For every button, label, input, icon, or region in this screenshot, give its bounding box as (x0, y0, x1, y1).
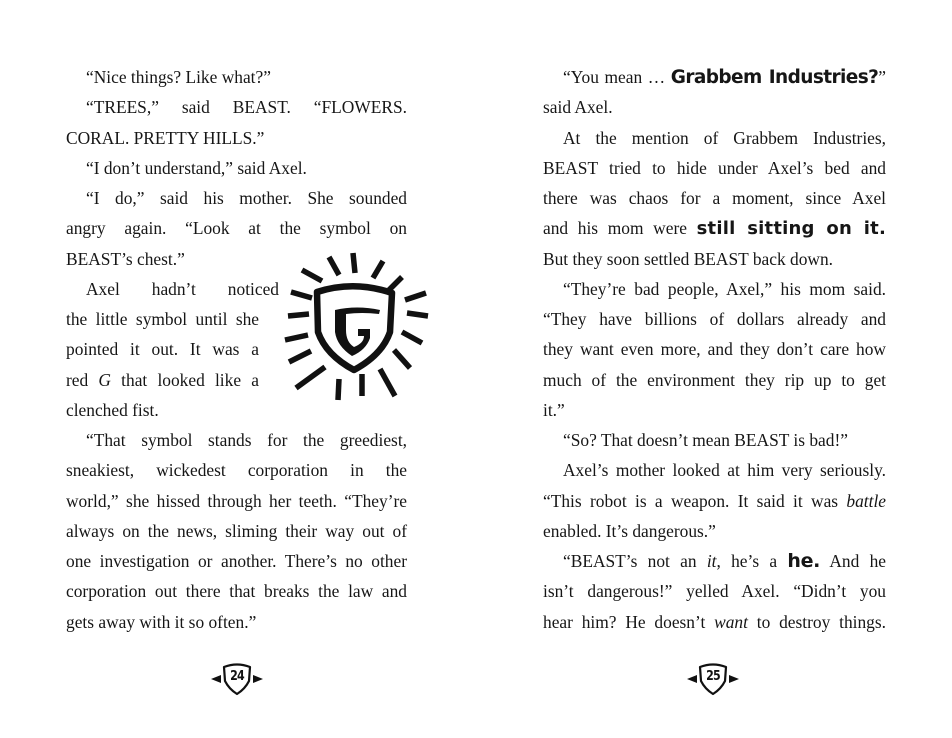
text-line (543, 213, 886, 243)
text-line: “I don’t understand,” said Axel. (86, 157, 307, 178)
text-line: pointed it out. It was a (66, 339, 259, 360)
emphasis-text: G (98, 369, 111, 390)
text-span: hear him? He doesn’t (543, 611, 715, 632)
grabbem-logo-icon (282, 250, 432, 402)
text-line: isn’t dangerous!” yelled Axel. “Didn’t you (543, 581, 886, 602)
text-span: , he’s a (716, 551, 788, 571)
text-line: enabled. It’s dangerous.” (543, 520, 716, 541)
text-line: BEAST’s chest.” (66, 248, 185, 269)
text-line: world,” she hissed through her teeth. “They’re (66, 490, 407, 511)
text-line: At the mention of Grabbem Industries, (563, 127, 886, 148)
text-line: one investigation or another. There’s no other (66, 551, 407, 571)
text-line: CORAL. PRETTY HILLS.” (66, 127, 265, 148)
text-line: always on the news, sliming their way out of (66, 520, 407, 541)
text-line (66, 365, 259, 395)
text-span: and his mom were (543, 218, 697, 239)
text-line: “That symbol stands for the greediest, (86, 430, 407, 450)
text-line: they want even more, and they don’t care how (543, 339, 886, 360)
text-line: Axel hadn’t noticed (86, 278, 279, 299)
left-triangle-icon (687, 675, 697, 683)
text-line: much of the environment they rip up to get (543, 369, 886, 390)
page-number: 25 (706, 669, 720, 684)
right-triangle-icon (729, 675, 739, 683)
text-line: there was chaos for a moment, since Axel (543, 188, 886, 208)
text-line: But they soon settled BEAST back down. (543, 248, 833, 269)
text-span: to destroy things. (747, 611, 886, 632)
text-line: said Axel. (543, 97, 613, 118)
text-line: corporation out there that breaks the law and (66, 581, 407, 602)
text-span: that looked like a (110, 369, 259, 390)
text-span: And he (820, 551, 886, 571)
text-line: angry again. “Look at the symbol on (66, 218, 407, 239)
bold-display-text: still sitting on it. (696, 218, 886, 240)
page-number: 24 (230, 669, 244, 684)
text-line (543, 486, 886, 516)
text-line: “I do,” said his mother. She sounded (86, 188, 407, 208)
text-span: red (66, 369, 99, 390)
emphasis-text: battle (846, 490, 886, 511)
text-line: “They have billions of dollars already and (543, 309, 886, 329)
text-line: BEAST tried to hide under Axel’s bed and (543, 157, 886, 178)
text-line (543, 607, 886, 637)
page-number-badge (209, 662, 265, 696)
text-line: Axel’s mother looked at him very seriously. (563, 460, 886, 481)
text-line: gets away with it so often.” (66, 611, 257, 632)
bold-display-text: he. (787, 550, 821, 572)
text-line: clenched fist. (66, 399, 159, 420)
text-span: “BEAST’s not an (563, 551, 707, 571)
text-span: “You mean … (563, 67, 671, 87)
text-line: sneakiest, wickedest corporation in the (66, 460, 407, 481)
text-span: ” (878, 67, 886, 87)
page-number-badge (685, 662, 741, 696)
text-line: “So? That doesn’t mean BEAST is bad!” (563, 430, 848, 450)
left-triangle-icon (211, 675, 221, 683)
right-page (476, 0, 952, 738)
right-triangle-icon (253, 675, 263, 683)
text-line: the little symbol until she (66, 309, 259, 329)
text-line: “Nice things? Like what?” (86, 67, 271, 87)
right-page-text (543, 62, 886, 637)
text-line: “TREES,” said BEAST. “FLOWERS. (86, 97, 407, 118)
text-line: “They’re bad people, Axel,” his mom said. (563, 278, 886, 299)
text-line: it.” (543, 399, 565, 420)
text-line (543, 62, 886, 92)
text-line (543, 546, 886, 576)
emphasis-text: want (714, 611, 748, 632)
text-span: “This robot is a weapon. It said it was (543, 490, 847, 511)
bold-display-text: Grabbem Industries? (670, 67, 879, 88)
emphasis-text: it (706, 551, 717, 571)
